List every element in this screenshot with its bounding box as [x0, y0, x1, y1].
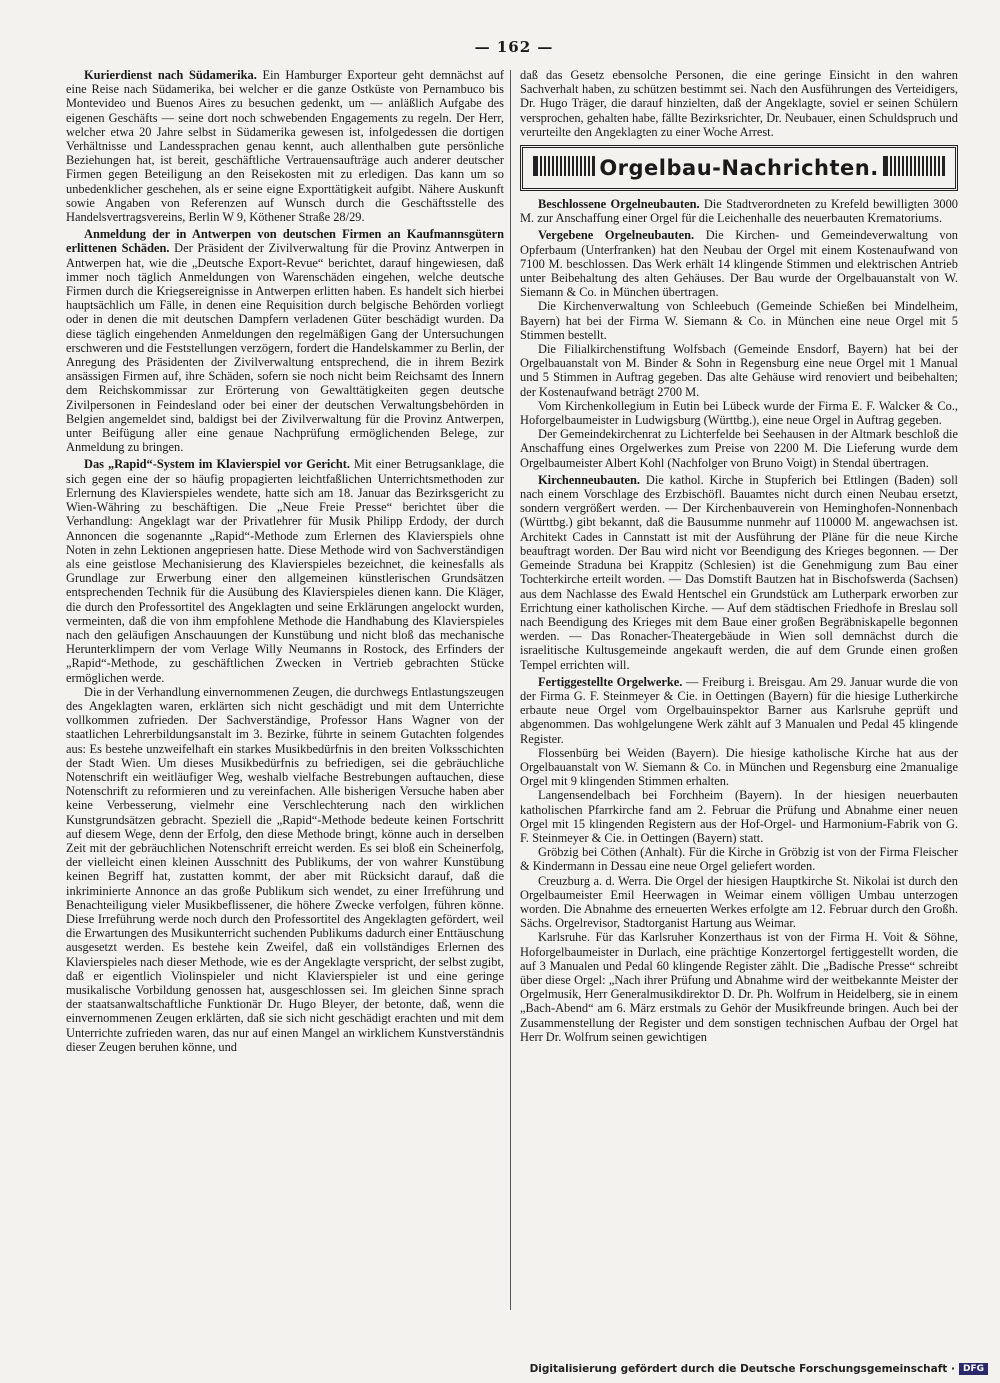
page-number: — 162 — [474, 38, 554, 56]
article-heading: Kurierdienst nach Südamerika. [84, 68, 257, 82]
right-column [520, 68, 958, 1044]
ornament-icon [883, 156, 945, 176]
article-text: Die kathol. Kirche in Stupferich bei Ettlingen (Baden) soll nach einem Vorschlage des Erzbischöfl. Bauamtes nicht durch einen Neubau ersetzt, sondern vergrößert werden. — Der Kirchenbauverein von Heminghofen-Nonnenbach (Württbg.) gibt bekannt, daß die Bausumme nunmehr auf 110000 M. angewachsen ist. Architekt Cades in Cannstatt ist mit der Ausführung der Pläne für die neue Kirche beauftragt worden. Der Bau wird nicht vor Beendigung des Krieges begonnen. — Der Gemeinde Straduna bei Krappitz (Schlesien) ist die Genehmigung zum Bau einer Tochterkirche erteilt worden. — Das Domstift Bautzen hat in Bischofswerda (Sachsen) aus dem Nachlasse des Ewald Hentschel ein Grundstück am Lutherpark erworben zur Errichtung einer katholischen Kirche. — Auf dem städtischen Friedhofe in Breslau soll nach Beendigung des Krieges mit dem Baue einer großen Begräbniskapelle begonnen werden. — Das Ronacher-Theatergebäude in Wien soll demnächst durch die israelitische Kultusgemeinde angekauft werden, die auf dem Grunde einen großen Tempel errichten will. [520, 472, 958, 672]
article-text: Der Präsident der Zivilverwaltung für die Provinz Antwerpen in Antwerpen hat, wie die „Deutsche Export-Revue“ berichtet, darauf hingewiesen, daß immer noch täglich Anmeldungen von Warenschäden eingehen, welche deutsche Firmen durch die Kriegsereignisse in Antwerpen erlitten haben. Es handelt sich hierbei hauptsächlich um Fälle, in denen eine Requisition durch belgische Behörden vorliegt oder in denen die mit deutschen Dampfern verladenen Güter beschädigt wurden. Da diese täglich eingehenden Anmeldungen den regelmäßigen Gang der Untersuchungen erschweren und die Feststellungen verzögern, fordert die Handelskammer zu Berlin, der Anregung des Präsidenten der Zivilverwaltung entsprechend, die in ihrem Bezirk ansässigen Firmen auf, ihre Schäden, sofern sie noch nicht beim Reichsamt des Innern dem Reichskommissar zur Erörterung von Gewalttätigkeiten gegen deutsche Zivilpersonen in Feindesland oder bei einer der deutschen Verwaltungsbehörden in Belgien angemeldet sind, baldigst bei der Zivilverwaltung für die Provinz Antwerpen, unter Beifügung aller eine genaue Nachprüfung ermöglichenden Belege, zur Anmeldung zu bringen. [66, 241, 504, 455]
column-divider [510, 70, 511, 1310]
banner-title: Orgelbau-Nachrichten. [599, 155, 879, 180]
digitization-footer [530, 1363, 988, 1375]
article-text: Der Gemeindekirchenrat zu Lichterfelde bei Seehausen in der Altmark beschloß die Anschaffung eines Orgelwerkes zum Preise von 2200 M. Die Lieferung wurde dem Orgelbaumeister Albert Kohl (Nachfolger von Bruno Voigt) in Stendal übertragen. [520, 427, 958, 470]
article-paragraph [520, 746, 958, 789]
article-text: — Freiburg i. Breisgau. Am 29. Januar wurde die von der Firma G. F. Steinmeyer & Cie. in Oettingen (Bayern) für die hiesige Lutherkirche erbaute neue Orgel vom Orgelbauinspektor Barner aus Karlsruhe geprüft und abgenommen. Das wohlgelungene Werk zählt auf 3 Manualen und Pedal 45 klingende Register. [520, 674, 958, 746]
article-paragraph [520, 427, 958, 470]
article-paragraph [520, 845, 958, 873]
article-kirchenneubauten [520, 473, 958, 672]
article-heading: Das „Rapid“-System im Klavierspiel vor Gericht. [84, 457, 350, 472]
article-anmeldung [66, 227, 504, 454]
article-text: Die Kirchen- und Gemeindeverwaltung von Opferbaum (Unterfranken) hat den Neubau der Orgel mit einem Kostenaufwand von 7100 M. beschlossen. Das Werk erhält 14 klingende Stimmen und elektrischen Antrieb unter Beibehaltung des alten Gehäuses. Der Bau wurde der Orgelbauanstalt von W. Siemann & Co. in München übertragen. [520, 228, 959, 300]
footer-text: Digitalisierung gefördert durch die Deutsche Forschungsgemeinschaft · [529, 1363, 955, 1375]
article-text: Karlsruhe. Für das Karlsruher Konzerthaus ist von der Firma H. Voit & Söhne, Hoforgelbaumeister in Durlach, eine prächtige Konzertorgel fertiggestellt worden, die auf 3 Manualen und Pedal 60 klingende Register zählt. Die „Badische Presse“ schreibt über diese Orgel: „Nach ihrer Prüfung und Abnahme wird der weitbekannte Meister der Orgelmusik, Herr Generalmusikdirektor D. Dr. Ph. Wolfrum in Heidelberg, sie in einem „Bach-Abend“ am 6. März erstmals zu Gehör der Musikfreunde bringen. Auch bei der Zusammenstellung der Register und dem sonstigen technischen Aufbau der Orgel hat Herr Dr. Wolfrum seinen gewichtigen [520, 930, 958, 1044]
article-continuation: daß das Gesetz ebensolche Personen, die eine geringe Einsicht in den wahren Sachverhalt haben, zu schützen bestimmt sei. Nach den Ausführungen des Verteidigers, Dr. Hugo Träger, die darauf hinzielten, daß der Angeklagte, soviel er seinen Schülern versprochen, gehalten habe, fällte Bezirksrichter, Dr. Neubauer, einen Schuldspruch und verurteilte den Angeklagten zu einer Woche Arrest. [520, 68, 958, 139]
article-text: Flossenbürg bei Weiden (Bayern). Die hiesige katholische Kirche hat aus der Orgelbauanstalt von W. Siemann & Co. in München und Regensburg eine 2manualige Orgel mit 9 klingenden Stimmen erhalten. [520, 745, 958, 789]
article-paragraph [66, 685, 504, 1054]
article-paragraph [520, 874, 958, 931]
orgelbau-banner [520, 145, 958, 191]
article-text: Die Stadtverordneten zu Krefeld bewilligten 3000 M. zur Anschaffung einer Orgel für die Leichenhalle des neuerbauten Krematoriums. [520, 197, 958, 226]
article-beschlossene [520, 197, 958, 225]
article-heading: Anmeldung der in Antwerpen von deutschen Firmen an Kaufmannsgütern erlittenen Schäden. [66, 227, 504, 256]
article-text: Creuzburg a. d. Werra. Die Orgel der hiesigen Hauptkirche St. Nikolai ist durch den Orgelbaumeister Emil Heerwagen in Weimar einem völligen Umbau unterzogen worden. Die Abnahme des erneuerten Werkes erfolgte am 12. Februar durch den Großh. Sächs. Orgelrevisor, Stadtorganist Hartung aus Weimar. [520, 873, 958, 931]
article-text: Vom Kirchenkollegium in Eutin bei Lübeck wurde der Firma E. F. Walcker & Co., Hoforgelbaumeister in Ludwigsburg (Württbg.), eine neue Orgel in Auftrag gegeben. [520, 398, 958, 428]
ornament-icon [533, 156, 595, 176]
article-kurierdienst [66, 68, 504, 224]
article-text: Die Filialkirchenstiftung Wolfsbach (Gemeinde Ensdorf, Bayern) hat bei der Orgelbauanstalt von M. Binder & Sohn in Regensburg eine neue Orgel mit 1 Manual und 5 Stimmen in Auftrag gegeben. Das alte Gehäuse wird renoviert und beibehalten; der Kostenaufwand beträgt 2700 M. [520, 342, 958, 399]
article-text: Die in der Verhandlung einvernommenen Zeugen, die durchwegs Entlastungszeugen des Angeklagten waren, erklärten sich nicht geschädigt und mit dem Unterrichte vollkommen zufrieden. Der Sachverständige, Professor Hans Wagner von der staatlichen Lehrerbildungsanstalt im 3. Bezirke, führte in seinem Gutachten folgendes aus: Es bestehe unzweifelhaft ein starkes Musikbedürfnis in den breiten Volksschichten der Stadt Wien. Um dieses Musikbedürfnis zu befriedigen, sei die gebräuchliche Notenschrift ein weitläufiger Weg, weshalb vielfache Bestrebungen auftauchen, diese Notenschrift zu reformieren und zu vereinfachen. Alle bisherigen Versuche haben aber keine Verbesserung, vielmehr eine Verschlechterung nach den wirklichen Kunstgrundsätzen gebracht. Speziell die „Rapid“-Methode bedeute keinen Fortschritt auf diesem Wege, denn der Erfolg, den diese Methode bringt, könne auch in derselben Zeit mit der gebräuchlichen Notenschrift erreicht werden. Es sei bloß ein Scheinerfolg, der vielleicht einen kleinen Ausschnitt des Publikums, der von wahrer Kunstübung keinen Begriff hat, zustatten kommt, der aber mit Rücksicht darauf, daß die inkriminierte Annonce an das große Publikum sich wendet, zu einer Irreführung und Benachteiligung vieler Musikbeflissener, die höhere Zwecke verfolgen, führen könne. Diese Irreführung werde noch durch den Professortitel des Angeklagten gefördert, weil die Erwartungen des Musikunterricht suchenden Publikums dadurch einer Enttäuschung ausgesetzt werden. Es bestehe kein Zweifel, daß ein vollständiges Erlernen des Klavierspieles nach dieser Methode, wie es der Angeklagte verspricht, der selbst zugibt, daß er eigentlich Violinspieler und nicht Klavierspieler ist und eine geringe musikalische Vorbildung genossen hat, ausgeschlossen sei. Im gleichen Sinne sprach der staatsanwaltschaftliche Funktionär Dr. Hugo Bleyer, der betonte, daß, wenn die einvernommenen Zeugen erklärten, daß sie sich nicht geschädigt erachten und mit dem Unterrichte zufrieden waren, das nur auf einen Mangel an wirklichem Kunstverständnis dieser Zeugen beruhen könne, und [66, 684, 504, 1054]
article-fertiggestellte [520, 675, 958, 746]
article-rapid-system [66, 457, 504, 684]
article-paragraph [520, 299, 958, 342]
article-heading: Kirchenneubauten. [538, 472, 641, 487]
newspaper-page [58, 30, 970, 1360]
article-text: Langensendelbach bei Forchheim (Bayern). In der hiesigen neuerbauten katholischen Pfarrkirche fand am 2. Februar die Prüfung und Abnahme einer neuen Orgel mit 15 klingenden Registern aus der Hof-Orgel- und Harmonium-Fabrik von G. F. Steinmeyer & Cie. in Oettingen (Bayern) statt. [520, 788, 958, 845]
article-heading: Fertiggestellte Orgelwerke. [538, 674, 683, 689]
article-paragraph [520, 399, 958, 427]
article-text: Die Kirchenverwaltung von Schleebuch (Gemeinde Schießen bei Mindelheim, Bayern) hat bei der Firma W. Siemann & Co. in München eine neue Orgel mit 5 Stimmen bestellt. [520, 299, 958, 342]
article-text: Gröbzig bei Cöthen (Anhalt). Für die Kirche in Gröbzig ist von der Firma Fleischer & Kindermann in Dessau eine neue Orgel geliefert worden. [520, 845, 958, 874]
article-text: Mit einer Betrugsanklage, die sich gegen eine der so häufig propagierten leichtfaßlichen Unterrichtsmethoden zur Erlernung des Klavierspieles wendete, hatte sich am 18. Januar das Bezirksgericht zu Wien-Währing zu beschäftigen. Die „Neue Freie Presse“ berichtet über die Verhandlung: Angeklagt war der Privatlehrer für Musik Philipp Erdody, der durch Annoncen die sogenannte „Rapid“-Methode zum Erlernen des Klavierspiels ohne Noten in zehn Lektionen angepriesen hatte. Diese Methode wird von Sachverständigen als eine geistlose Mechanisierung des Klavierspieles bezeichnet, die keinesfalls als Grundlage zur Erwerbung einer den allgemeinen künstlerischen Grundsätzen entsprechenden Technik für die Ausübung des Klavierspieles dienen kann. Die Kläger, die durch den Professortitel des Angeklagten und seine Erklärungen angelockt wurden, vermeinten, daß die von ihm empfohlene Methode die Handhabung des Klavierspieles nach den geläufigen Anschauungen der Kunstübung und nicht bloß das mechanische Herunterklimpern der vom Verlage Willy Neumanns in Rostock, des Erfinders der „Rapid“-Methode, zu geschäftlichen Zwecken in Vertrieb gebrachten Stücke ermöglichen werde. [66, 457, 504, 685]
dfg-logo: DFG [959, 1363, 988, 1375]
article-paragraph [520, 788, 958, 845]
article-paragraph [520, 342, 958, 399]
article-paragraph [520, 930, 958, 1044]
article-text: Ein Hamburger Exporteur geht demnächst auf eine Reise nach Südamerika, bei welcher er die ganze Ostküste von Pernambuco bis Montevideo und Buenos Aires zu besuchen gedenkt, um — anläßlich Aufgabe des eigenen Geschäfts — seine dort noch schwebenden Engagements zu regeln. Der Herr, welcher etwa 20 Jahre selbst in Südamerika gewesen ist, infolgedessen die dortigen Verhältnisse und Landessprachen genau kennt, auch allenthalben gute persönliche Beziehungen hat, ist bereit, geschäftliche Vertrauensaufträge auch anderer deutscher Firmen gegen Beteiligung an den Reisekosten mit zu erledigen. Das kann um so unbedenklicher geschehen, als er seine eigne Exporttätigkeit aufgibt. Nähere Auskunft sowie Angaben von Referenzen auf Wunsch durch die Geschäftsstelle des Handelsvertragsvereins, Berlin W 9, Köthener Straße 28/29. [66, 68, 504, 225]
article-heading: Vergebene Orgelneubauten. [538, 228, 695, 243]
article-vergebene [520, 228, 958, 299]
article-heading: Beschlossene Orgelneubauten. [538, 197, 700, 212]
left-column [66, 68, 504, 1054]
